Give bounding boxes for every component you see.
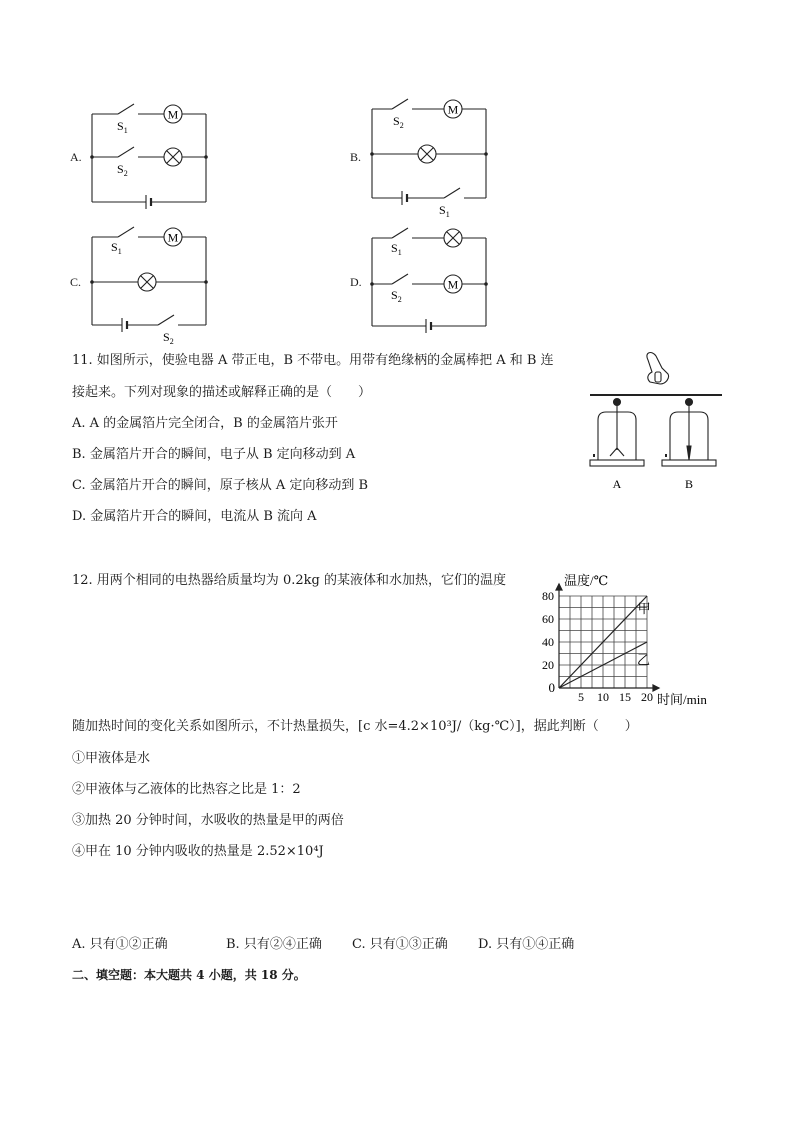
y-tick-label: 60 bbox=[542, 612, 554, 626]
q12-stem-line1: 12. 用两个相同的电热器给质量均为 0.2kg 的某液体和水加热，它们的温度 bbox=[72, 573, 506, 588]
circuit-a bbox=[70, 95, 220, 215]
chart-xlabel: 时间/min bbox=[657, 692, 707, 707]
q12-option-a: A. 只有①②正确 bbox=[72, 937, 168, 952]
switch-s2-label: $S_2$ bbox=[163, 330, 174, 345]
circuit-b-label: B. bbox=[350, 150, 362, 164]
x-tick-label: 5 bbox=[578, 690, 584, 704]
section-2-title: 二、填空题：本大题共 4 小题，共 18 分。 bbox=[72, 968, 306, 982]
x-axis-arrow bbox=[653, 685, 659, 691]
x-tick-label: 20 bbox=[641, 690, 653, 704]
switch-s2-label: $S_2$ bbox=[393, 114, 404, 130]
circuit-d-label: D. bbox=[350, 275, 362, 289]
q12-statement-1: ①甲液体是水 bbox=[72, 751, 151, 766]
circuit-b-diagram bbox=[350, 90, 500, 220]
y-tick-label: 80 bbox=[542, 589, 554, 603]
q12-statement-2: ②甲液体与乙液体的比热容之比是 1：2 bbox=[72, 782, 301, 797]
chart-origin-label: 0 bbox=[548, 680, 555, 695]
electroscope-figure bbox=[586, 348, 726, 498]
circuit-a-label: A. bbox=[70, 150, 82, 164]
circuit-c-label: C. bbox=[70, 275, 82, 289]
q11-stem-line2: 接起来。下列对现象的描述或解释正确的是（ ） bbox=[72, 385, 372, 400]
series-label-jia: 甲 bbox=[637, 600, 651, 616]
y-axis-arrow bbox=[556, 584, 562, 590]
q12-stem-line2: 随加热时间的变化关系如图所示，不计热量损失，[c 水=4.2×10³J/（kg·℃）]，据此判断（ ） bbox=[72, 719, 638, 734]
electroscope-b-label: B bbox=[684, 477, 694, 491]
switch-s2-label: $S_2$ bbox=[117, 162, 128, 178]
switch-s1-label: $S_1$ bbox=[439, 203, 450, 219]
switch-s1-label: $S_1$ bbox=[391, 241, 402, 257]
motor-symbol: M bbox=[167, 230, 179, 245]
q11-option-a: A. A 的金属箔片完全闭合，B 的金属箔片张开 bbox=[72, 416, 338, 431]
q12-statement-3: ③加热 20 分钟时间，水吸收的热量是甲的两倍 bbox=[72, 813, 344, 828]
y-tick-label: 20 bbox=[542, 658, 554, 672]
series-label-yi: 乙 bbox=[637, 652, 651, 668]
motor-symbol: M bbox=[167, 107, 179, 122]
circuit-c-diagram bbox=[70, 220, 220, 345]
electroscope-a-label: A bbox=[612, 477, 622, 491]
y-tick-label: 40 bbox=[542, 635, 554, 649]
q11-option-c: C. 金属箔片开合的瞬间，原子核从 A 定向移动到 B bbox=[72, 478, 369, 493]
q11-stem-line1: 11. 如图所示，使验电器 A 带正电，B 不带电。用带有绝缘柄的金属棒把 A 和 B 连 bbox=[72, 353, 554, 368]
x-tick-label: 10 bbox=[597, 690, 609, 704]
switch-s1-label: $S_1$ bbox=[111, 240, 122, 256]
circuit-c bbox=[70, 220, 220, 345]
switch-s2-label: $S_2$ bbox=[391, 288, 402, 304]
motor-symbol: M bbox=[447, 102, 459, 117]
circuit-b bbox=[350, 90, 500, 220]
electroscope-diagram bbox=[586, 348, 726, 498]
q11-option-b: B. 金属箔片开合的瞬间，电子从 B 定向移动到 A bbox=[72, 447, 356, 462]
q12-option-b: B. 只有②④正确 bbox=[226, 937, 322, 952]
q12-option-c: C. 只有①③正确 bbox=[352, 937, 448, 952]
q12-statement-4: ④甲在 10 分钟内吸收的热量是 2.52×10⁴J bbox=[72, 844, 324, 859]
circuit-a-diagram bbox=[70, 95, 220, 215]
circuit-d-diagram bbox=[350, 220, 500, 345]
q12-option-d: D. 只有①④正确 bbox=[478, 937, 575, 952]
motor-symbol: M bbox=[447, 277, 459, 292]
temperature-chart-svg bbox=[525, 568, 730, 713]
switch-s1-label: $S_1$ bbox=[117, 119, 128, 135]
chart-ylabel: 温度/℃ bbox=[564, 573, 609, 588]
x-tick-label: 15 bbox=[619, 690, 631, 704]
circuit-d bbox=[350, 220, 500, 345]
temperature-chart bbox=[525, 568, 730, 713]
q11-option-d: D. 金属箔片开合的瞬间，电流从 B 流向 A bbox=[72, 509, 317, 524]
